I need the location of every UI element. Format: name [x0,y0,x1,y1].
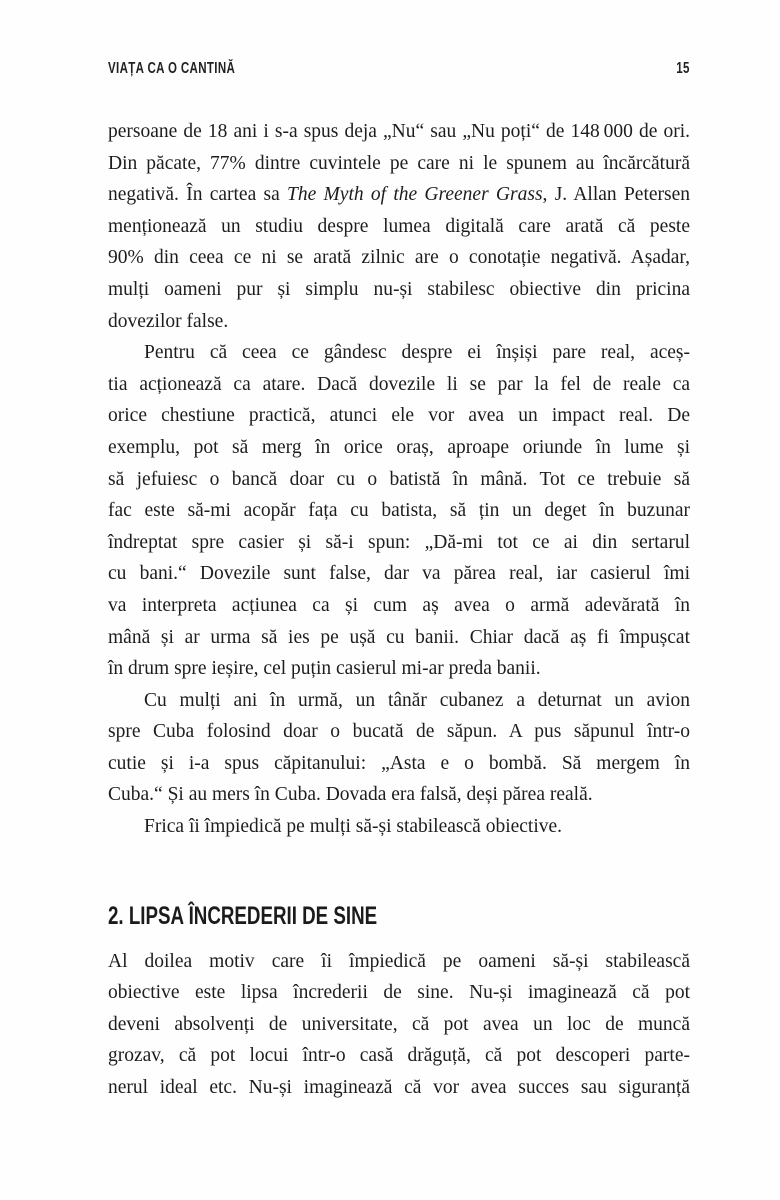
text-line [108,495,690,527]
text-segment: mână și ar urma să ies pe ușă cu banii. Chiar dacă aș fi împușcat [108,626,690,648]
text-segment: Pentru că ceea ce gândesc despre ei înșiși pare real, aceș- [144,342,690,364]
text-line [108,274,690,306]
text-line [108,464,690,496]
text-segment: , J. Allan Petersen [542,184,691,206]
text-line [108,242,690,274]
text-segment: persoane de 18 ani i s-a spus deja „Nu“ sau „Nu poți“ de 148 000 de ori. [108,121,690,142]
text-line [108,1040,690,1072]
text-segment: în drum spre ieșire, cel puțin casierul mi-ar preda banii. [108,658,541,680]
text-line [108,811,690,843]
text-line [108,716,690,748]
text-line [108,432,690,464]
text-line [108,369,690,401]
text-line [108,946,690,978]
text-line [108,779,690,811]
text-segment: Al doilea motiv care îi împiedică pe oameni să-și stabilească [108,950,690,972]
text-segment: va interpreta acțiunea ca și cum aș avea o armă adevărată în [108,594,690,616]
text-segment: Cuba.“ Și au mers în Cuba. Dovada era falsă, deși părea reală. [108,784,593,806]
text-segment: cu bani.“ Dovezile sunt false, dar va părea real, iar casierul îmi [108,563,690,585]
text-line [108,653,690,685]
text-line [108,116,690,148]
text-line [108,527,690,559]
body-text [108,116,690,1104]
text-segment: negativă. În cartea sa [108,184,288,206]
text-line [108,337,690,369]
text-line [108,590,690,622]
text-line [108,1009,690,1041]
text-segment: cutie și i-a spus căpitanului: „Asta e o bombă. Să mergem în [108,752,690,774]
section-heading: 2. LIPSA ÎNCREDERII DE SINE [108,901,378,930]
text-segment: orice chestiune practică, atunci ele vor avea un impact real. De [108,405,690,427]
text-line [108,179,690,211]
running-title: VIAȚA CA O CANTINĂ [108,60,236,77]
page-header [108,60,690,80]
text-segment: să jefuiesc o bancă doar cu o batistă în mână. Tot ce trebuie să [108,468,690,490]
text-segment: Frica îi împiedică pe mulți să-și stabilească obiective. [144,816,563,838]
text-segment: obiective este lipsa încrederii de sine. Nu-și imaginează că pot [108,982,690,1004]
text-segment: îndreptat spre casier și să-i spun: „Dă-mi tot ce ai din sertarul [108,531,690,553]
text-segment: menționează un studiu despre lumea digitală care arată că peste [108,215,690,237]
text-segment: tia acționează ca atare. Dacă dovezile li se par la fel de reale ca [108,373,690,395]
text-line [108,622,690,654]
text-line [108,977,690,1009]
text-line [108,558,690,590]
text-segment: exemplu, pot să merg în orice oraș, aproape oriunde în lume și [108,436,690,458]
text-line [108,400,690,432]
text-segment: dovezilor false. [108,310,229,332]
text-segment: nerul ideal etc. Nu-și imaginează că vor avea succes sau siguranță [108,1077,690,1099]
text-segment: fac este să-mi acopăr fața cu batista, să țin un deget în buzunar [108,500,690,522]
text-segment: 90% din ceea ce ni se arată zilnic are o conotație negativă. Așadar, [108,247,690,269]
text-line [108,211,690,243]
text-line [108,148,690,180]
text-line [108,685,690,717]
text-segment: mulți oameni pur și simplu nu-și stabilesc obiective din pricina [108,278,690,300]
text-line [108,1072,690,1104]
text-segment: Cu mulți ani în urmă, un tânăr cubanez a deturnat un avion [144,689,690,711]
text-segment: grozav, că pot locui într-o casă drăguță, că pot descoperi parte- [108,1045,690,1067]
text-segment: deveni absolvenți de universitate, că pot avea un loc de muncă [108,1013,690,1035]
text-segment: Din păcate, 77% dintre cuvintele pe care ni le spunem au încărcătură [108,152,690,174]
book-title-italic: The Myth of the Greener Grass [287,184,543,206]
text-line [108,306,690,338]
page-number: 15 [676,60,690,77]
text-segment: spre Cuba folosind doar o bucată de săpun. A pus săpunul într-o [108,721,690,743]
text-line [108,748,690,780]
